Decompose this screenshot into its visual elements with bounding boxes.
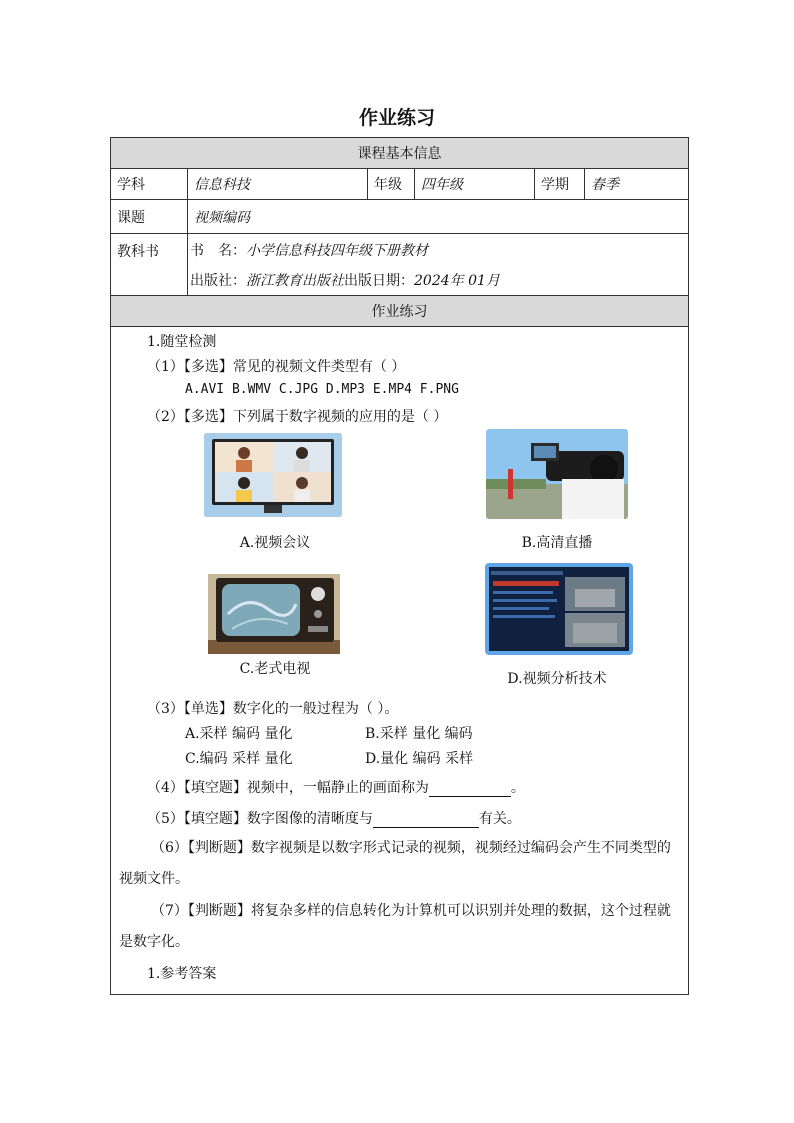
- publisher-line: [190, 265, 688, 295]
- q1-stem: （1）【多选】常见的视频文件类型有（ ）: [147, 359, 406, 375]
- q5-stem: （5）【填空题】数字图像的清晰度与: [147, 811, 373, 827]
- topic-label: 课题: [111, 200, 188, 234]
- q3-option-d: D.量化 编码 采样: [365, 751, 474, 767]
- q1-options: A.AVI B.WMV C.JPG D.MP3 E.MP4 F.PNG: [185, 382, 459, 397]
- q7-text: （7）【判断题】将复杂多样的信息转化为计算机可以识别并处理的数据，这个过程就是数字化。: [119, 903, 671, 950]
- q4-tail: 。: [510, 780, 525, 796]
- publish-date-value: 2024年 01月: [414, 273, 500, 289]
- course-info-header: 课程基本信息: [111, 138, 689, 169]
- answer-heading: 1.参考答案: [147, 966, 217, 982]
- video-analysis-image: [485, 563, 633, 655]
- video-conference-icon: [204, 433, 342, 517]
- q5-tail: 有关。: [478, 811, 521, 827]
- publisher-label: 出版社：: [190, 273, 246, 289]
- textbook-label: 教科书: [111, 234, 188, 296]
- analysis-dashboard-icon: [485, 563, 633, 655]
- subject-label: 学科: [111, 169, 188, 200]
- book-name-value: 小学信息科技四年级下册教材: [246, 242, 428, 259]
- camera-icon: [486, 429, 628, 519]
- term-value: 春季: [585, 169, 689, 200]
- q3-stem: （3）【单选】数字化的一般过程为（ ）。: [147, 701, 399, 717]
- publish-date-label: 出版日期：: [344, 273, 414, 289]
- book-name-line: [190, 234, 688, 265]
- grade-value: 四年级: [415, 169, 535, 200]
- q4-blank[interactable]: [429, 780, 511, 797]
- exercise-header: 作业练习: [111, 296, 689, 327]
- q4-line: [147, 777, 525, 797]
- q3-option-b: B.采样 量化 编码: [365, 726, 473, 742]
- check-heading: 1.随堂检测: [147, 334, 217, 350]
- q5-line: [147, 808, 521, 828]
- caption-d: D.视频分析技术: [507, 671, 607, 687]
- q6-text: （6）【判断题】数字视频是以数字形式记录的视频，视频经过编码会产生不同类型的视频文件。: [119, 840, 671, 887]
- page-title: 作业练习: [358, 107, 435, 129]
- exercise-content: [111, 327, 689, 995]
- q3-option-c: C.编码 采样 量化: [185, 751, 293, 767]
- topic-value: 视频编码: [188, 200, 689, 234]
- publisher-value: 浙江教育出版社: [246, 273, 344, 289]
- caption-c: C.老式电视: [239, 661, 311, 677]
- old-tv-image: [208, 574, 340, 654]
- homework-table: [110, 137, 689, 995]
- caption-a: A.视频会议: [239, 535, 311, 551]
- q3-option-a: A.采样 编码 量化: [185, 726, 293, 742]
- subject-value: 信息科技: [188, 169, 368, 200]
- hd-broadcast-image: [486, 429, 628, 519]
- caption-b: B.高清直播: [521, 535, 593, 551]
- video-conference-image: [204, 433, 342, 517]
- term-label: 学期: [535, 169, 585, 200]
- grade-label: 年级: [368, 169, 415, 200]
- q5-blank[interactable]: [373, 811, 479, 828]
- q2-stem: （2）【多选】下列属于数字视频的应用的是（ ）: [147, 409, 448, 425]
- book-name-label: 书 名：: [190, 242, 246, 259]
- q4-stem: （4）【填空题】视频中，一幅静止的画面称为: [147, 780, 429, 796]
- tv-icon: [208, 574, 340, 654]
